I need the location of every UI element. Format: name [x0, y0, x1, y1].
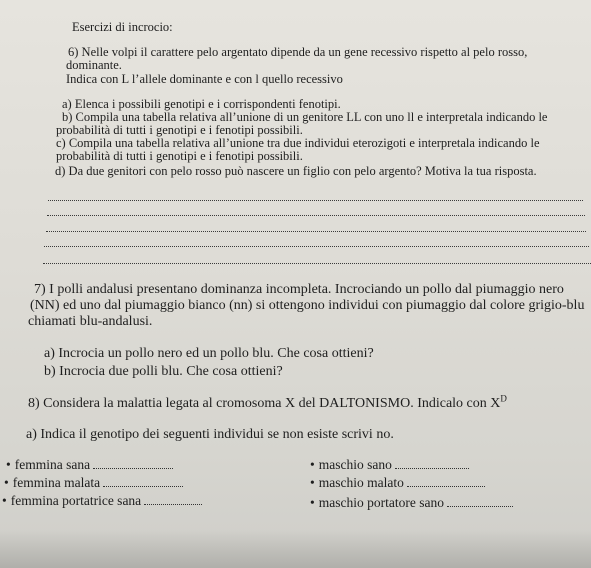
answer-blank[interactable] [103, 476, 183, 487]
ex6-intro-line1: 6) Nelle volpi il carattere pelo argentato dipende da un gene recessivo rispetto al pelo rosso, [68, 45, 528, 59]
ex8-intro [28, 393, 507, 412]
item-label: maschio sano [318, 457, 392, 472]
item-femmina-portatrice [2, 493, 202, 508]
ex6-question-b-line2: probabilità di tutti i genotipi e i fenotipi possibili. [56, 123, 303, 137]
ex6-question-b-line1: b) Compila una tabella relativa all’unione di un genitore LL con uno ll e interpretala indicando le [62, 110, 548, 124]
ex7-question-b: b) Incrocia due polli blu. Che cosa ottieni? [44, 364, 283, 379]
ex6-question-c-line2: probabilità di tutti i genotipi e i fenotipi possibili. [56, 149, 303, 163]
item-femmina-malata [4, 475, 183, 490]
page-title: Esercizi di incrocio: [72, 20, 173, 34]
ex6-intro-line2: dominante. [66, 58, 122, 72]
bullet-icon: • [310, 495, 315, 510]
ex8-intro-text: 8) Considera la malattia legata al cromosoma X del DALTONISMO. Indicalo con X [28, 396, 501, 411]
bullet-icon: • [310, 475, 315, 490]
item-maschio-malato [310, 475, 485, 490]
item-label: maschio malato [318, 475, 404, 490]
ex8-question-a: a) Indica il genotipo dei seguenti individui se non esiste scrivi no. [26, 427, 394, 442]
bullet-icon: • [6, 457, 11, 472]
ex6-question-d: d) Da due genitori con pelo rosso può nascere un figlio con pelo argento? Motiva la tua risposta. [55, 164, 537, 178]
answer-line-3[interactable] [46, 231, 586, 232]
answer-blank[interactable] [447, 496, 513, 507]
item-label: femmina malata [12, 475, 101, 490]
item-maschio-portatore [310, 495, 513, 510]
ex7-intro-line1: 7) I polli andalusi presentano dominanza incompleta. Incrociando un pollo dal piumaggio nero [34, 282, 564, 297]
bullet-icon: • [2, 493, 7, 508]
item-label: femmina portatrice sana [10, 493, 142, 508]
ex6-question-c-line1: c) Compila una tabella relativa all’unione tra due individui eterozigoti e interpretala indicando le [56, 136, 540, 150]
answer-line-4[interactable] [44, 246, 589, 247]
ex8-intro-superscript: D [500, 393, 507, 404]
ex7-intro-line2: (NN) ed uno dal piumaggio bianco (nn) si ottengono individui con piumaggio dal colore grigio-blu [30, 298, 585, 313]
answer-blank[interactable] [407, 476, 485, 487]
answer-blank[interactable] [395, 458, 469, 469]
ex6-instruction: Indica con L l’allele dominante e con l quello recessivo [66, 72, 343, 86]
answer-line-5[interactable] [43, 263, 591, 264]
bullet-icon: • [310, 457, 315, 472]
ex6-question-a: a) Elenca i possibili genotipi e i corrispondenti fenotipi. [62, 97, 341, 111]
ex7-intro-line3: chiamati blu-andalusi. [28, 314, 153, 329]
item-label: femmina sana [14, 457, 91, 472]
answer-blank[interactable] [144, 494, 202, 505]
item-femmina-sana [6, 457, 173, 472]
page-shadow [0, 530, 591, 568]
ex7-question-a: a) Incrocia un pollo nero ed un pollo blu. Che cosa ottieni? [44, 346, 374, 361]
answer-line-2[interactable] [47, 215, 585, 216]
answer-line-1[interactable] [48, 200, 583, 201]
item-maschio-sano [310, 457, 469, 472]
item-label: maschio portatore sano [318, 495, 444, 510]
answer-blank[interactable] [93, 458, 173, 469]
bullet-icon: • [4, 475, 9, 490]
